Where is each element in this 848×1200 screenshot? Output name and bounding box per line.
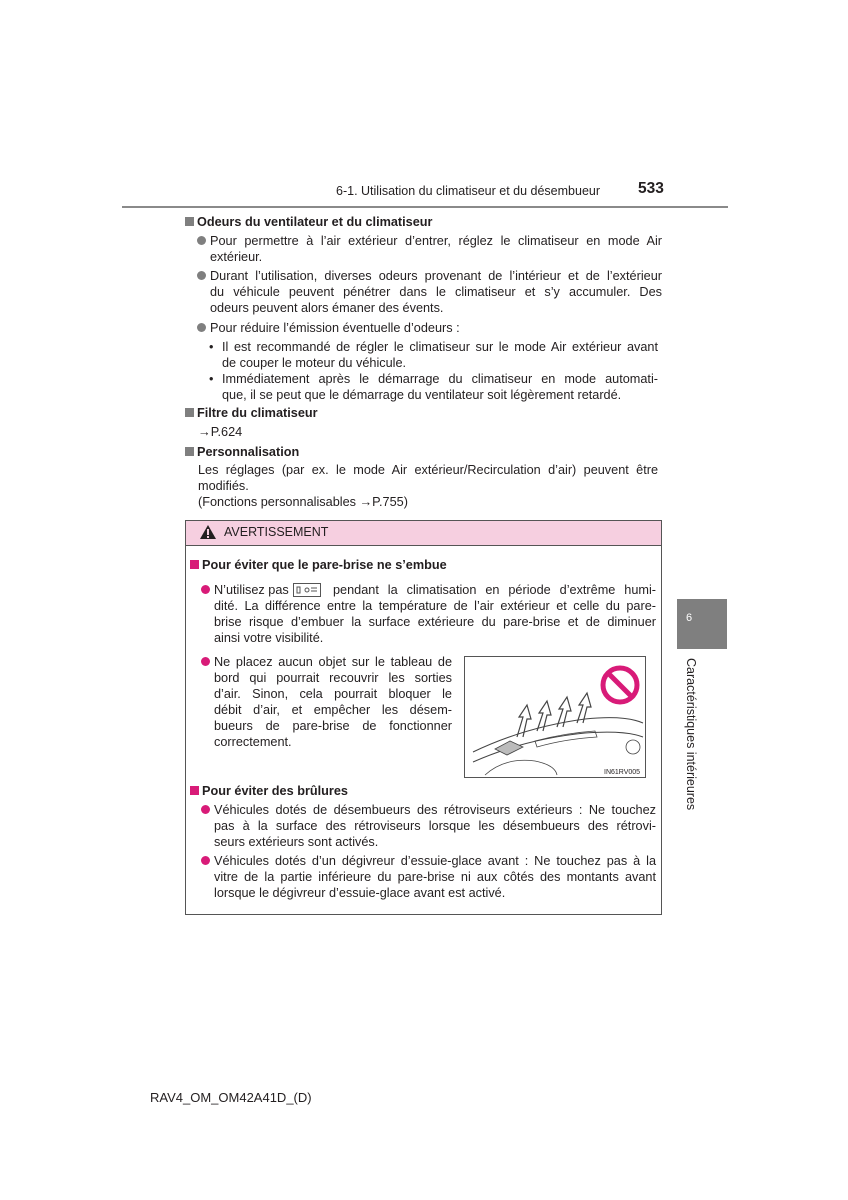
square-bullet-icon: [185, 447, 194, 456]
paragraph-line: seurs extérieurs sont activés.: [214, 835, 379, 849]
dot-bullet-icon: [201, 856, 210, 865]
dot-bullet-icon: [197, 236, 206, 245]
paragraph-line: [214, 582, 325, 598]
illustration-code: IN61RV005: [604, 769, 641, 776]
paragraph-line: Pour permettre à l’air extérieur d’entrer, réglez le climatiseur en mode Air: [210, 234, 662, 248]
small-bullet-icon: •: [209, 340, 214, 354]
paragraph-line: débit d’air, et empêcher les désem-: [214, 703, 452, 717]
paragraph-line: Pour réduire l’émission éventuelle d’odeurs :: [210, 321, 460, 335]
warning-triangle-icon: [199, 524, 217, 540]
paragraph-line: pendant la climatisation en période d’extrême humi-: [333, 583, 656, 597]
square-bullet-icon: [190, 786, 199, 795]
paragraph-line: bueurs de pare-brise de fonctionner: [214, 719, 452, 733]
section-heading-odeurs: [185, 214, 432, 230]
paragraph-line: vitre de la partie inférieure du pare-brise ni aux côtés des montants avant: [214, 870, 656, 884]
paragraph-line: Véhicules dotés d’un dégivreur d’essuie-glace avant : Ne touchez pas à la: [214, 854, 656, 868]
chapter-number: 6: [685, 612, 693, 624]
bullet-dot: [197, 320, 209, 336]
dashboard-vents-drawing: [465, 657, 645, 777]
dashboard-illustration: [464, 656, 646, 778]
bullet-dot: [197, 268, 209, 284]
dot-bullet-icon: [201, 585, 210, 594]
section-heading-personnalisation: [185, 444, 299, 460]
page-reference-link[interactable]: →P.624: [198, 425, 243, 439]
paragraph-line: Les réglages (par ex. le mode Air extérieur/Recirculation d’air) peuvent être: [198, 463, 658, 477]
square-bullet-icon: [185, 217, 194, 226]
square-bullet-icon: [190, 560, 199, 569]
paragraph-line: correctement.: [214, 735, 292, 749]
paragraph-line: Véhicules dotés de désembueurs des rétroviseurs extérieurs : Ne touchez: [214, 803, 656, 817]
chapter-title: Caractéristiques intérieures: [684, 658, 698, 811]
warning-label: AVERTISSEMENT: [224, 525, 329, 539]
heading-text: Personnalisation: [197, 445, 300, 459]
paragraph-line: de couper le moteur du véhicule.: [222, 356, 407, 370]
paragraph-line: Immédiatement après le démarrage du climatiseur en mode automati-: [222, 372, 658, 386]
heading-text: Filtre du climatiseur: [197, 406, 318, 420]
paragraph-line: Ne placez aucun objet sur le tableau de: [214, 655, 452, 669]
dot-bullet-icon: [197, 271, 206, 280]
square-bullet-icon: [185, 408, 194, 417]
heading-text: Pour éviter que le pare-brise ne s’embue: [202, 558, 447, 572]
paragraph-line: lorsque le dégivreur d’essuie-glace avant est activé.: [214, 886, 506, 900]
paragraph-line: bord qui pourrait recouvrir les sorties: [214, 671, 452, 685]
paragraph-line: pas à la surface des rétroviseurs lorsque les désembueurs des rétrovi-: [214, 819, 656, 833]
paragraph-line: ainsi votre visibilité.: [214, 631, 324, 645]
bullet-dot: [201, 582, 213, 598]
paragraph-line: extérieur.: [210, 250, 263, 264]
paragraph-line: odeurs peuvent alors émaner des évents.: [210, 301, 444, 315]
defogger-button-icon: [293, 583, 321, 597]
dot-bullet-icon: [201, 657, 210, 666]
heading-text: Pour éviter des brûlures: [202, 784, 348, 798]
document-code: RAV4_OM_OM42A41D_(D): [150, 1090, 312, 1105]
paragraph-line: dité. La différence entre la température de l’air extérieur et celle du pare-: [214, 599, 656, 613]
header-rule: [122, 206, 728, 208]
bullet-dot: [201, 853, 213, 869]
bullet-dot: [197, 233, 209, 249]
bullet-dot: [201, 654, 213, 670]
paragraph-line: (Fonctions personnalisables →P.755): [198, 495, 408, 509]
paragraph-line: Il est recommandé de régler le climatiseur sur le mode Air extérieur avant: [222, 340, 658, 354]
chapter-tab[interactable]: [677, 599, 727, 649]
heading-text: Odeurs du ventilateur et du climatiseur: [197, 215, 433, 229]
paragraph-line: modifiés.: [198, 479, 249, 493]
dot-bullet-icon: [197, 323, 206, 332]
text-segment: N’utilisez pas: [214, 583, 289, 597]
page-number: 533: [638, 180, 664, 197]
warning-heading-embue: [190, 557, 447, 573]
bullet-dot: [201, 802, 213, 818]
paragraph-line: brise risque d’embuer la surface extérieure du pare-brise et de diminuer: [214, 615, 656, 629]
paragraph-line: Durant l’utilisation, diverses odeurs provenant de l’intérieur et de l’extérieur: [210, 269, 662, 283]
section-heading-filtre: [185, 405, 318, 421]
warning-heading-brulures: [190, 783, 348, 799]
small-bullet-icon: •: [209, 372, 214, 386]
paragraph-line: du véhicule peuvent pénétrer dans le climatiseur et s’y accumuler. Des: [210, 285, 662, 299]
section-title: 6-1. Utilisation du climatiseur et du désembueur: [336, 184, 601, 198]
paragraph-line: d’air. Sinon, cela pourrait bloquer le: [214, 687, 452, 701]
dot-bullet-icon: [201, 805, 210, 814]
paragraph-line: que, il se peut que le démarrage du ventilateur soit légèrement retardé.: [222, 388, 622, 402]
